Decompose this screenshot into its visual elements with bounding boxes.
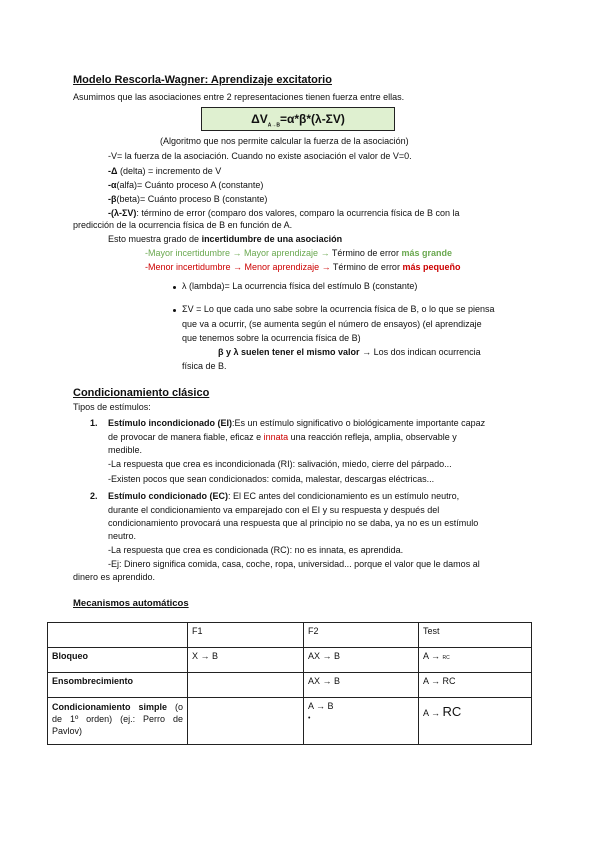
table-cell: A → RC: [419, 648, 532, 673]
dot-mark: •: [308, 715, 311, 722]
ec-line4: neutro.: [108, 531, 137, 541]
row3-label-rest: (o de 1º orden) (ej.: Perro de Pavlov): [52, 702, 183, 736]
ec-response: -La respuesta que crea es condicionada (RC): no es innata, es aprendida.: [108, 545, 404, 555]
table-cell: A → RC: [419, 698, 532, 745]
table-cell: [304, 698, 419, 745]
ei-title: Estímulo incondicionado (EI): [108, 418, 233, 428]
more-error: Término de error: [329, 248, 402, 258]
table-header-cell: Test: [419, 623, 532, 648]
intro-text: Asumimos que las asociaciones entre 2 representaciones tienen fuerza entre ellas.: [73, 92, 405, 102]
ei-line3: medible.: [108, 445, 143, 455]
row3-label-bold: Condicionamiento simple: [52, 702, 167, 712]
ec-title: Estímulo condicionado (EC): [108, 491, 229, 501]
ei-innata: innata: [263, 432, 289, 442]
table-header-cell: [48, 623, 188, 648]
def-alpha: [108, 180, 263, 191]
formula-caption: (Algoritmo que nos permite calcular la fuerza de la asociación): [160, 136, 409, 146]
small-rc: RC: [442, 655, 450, 661]
bullet-sigma-line3: que tenemos sobre la ocurrencia física de B): [182, 333, 361, 343]
ei-line1: [108, 418, 485, 429]
table-cell: X → B: [188, 648, 304, 673]
section-title-rescorla-wagner: Modelo Rescorla-Wagner: Aprendizaje excitatorio: [73, 74, 332, 86]
table-row: [48, 648, 532, 673]
mechanisms-table: [47, 622, 532, 745]
def-error: [108, 208, 460, 219]
def-error-cont: predicción de la ocurrencia física de B en función de A.: [73, 220, 293, 230]
table-cell: AX → B: [304, 673, 419, 698]
formula-box: [201, 107, 395, 131]
big-rc: RC: [442, 704, 462, 719]
def-v: -V= la fuerza de la asociación. Cuando no existe asociación el valor de V=0.: [108, 151, 412, 161]
table-row: [48, 698, 532, 745]
table-cell: Bloqueo: [48, 648, 188, 673]
types-label: Tipos de estímulos:: [73, 402, 151, 412]
table-header-cell: F1: [188, 623, 304, 648]
list-num-1: 1.: [90, 418, 98, 428]
bullet-sigma-line4: [218, 347, 481, 358]
ei-line2: [108, 432, 457, 443]
table-cell: Ensombrecimiento: [48, 673, 188, 698]
bullet-sigma-line5: física de B.: [182, 361, 227, 371]
beta-lambda-note: β y λ suelen tener el mismo valor: [218, 347, 360, 357]
ei-response: -La respuesta que crea es incondicionada (RI): salivación, miedo, cierre del párpado...: [108, 459, 452, 469]
list-num-2: 2.: [90, 491, 98, 501]
def-error-text: : término de error (comparo dos valores, comparo la ocurrencia física de B con la: [136, 208, 460, 218]
table-cell: AX → B: [304, 648, 419, 673]
def-alpha-symbol: -α: [108, 180, 117, 190]
grade-bold: incertidumbre de una asociación: [201, 234, 343, 244]
table-cell: [48, 698, 188, 745]
less-uncertainty: -Menor incertidumbre → Menor aprendizaje →: [145, 262, 331, 272]
ec-line2: durante el condicionamiento va emparejado con el EI y su respuesta y después del: [108, 505, 440, 515]
formula-subscript: A→B: [267, 122, 280, 129]
table-row: [48, 673, 532, 698]
formula-rest: =α*β*(λ-ΣV): [279, 112, 345, 126]
ec-example-line1: -Ej: Dinero significa comida, casa, coche, ropa, universidad... porque el valor que le damos al: [108, 559, 480, 569]
table-header-cell: F2: [304, 623, 419, 648]
ec-example-line2: dinero es aprendido.: [73, 572, 156, 582]
grade-line: [108, 234, 342, 245]
less-uncertainty-line: [145, 262, 460, 273]
section-title-mecanismos: Mecanismos automáticos: [73, 598, 189, 609]
table-header-row: [48, 623, 532, 648]
bullet-sigma-line2: que va a ocurrir, (se aumenta según el número de ensayos) (el aprendizaje: [182, 319, 482, 329]
def-delta-text: (delta) = incremento de V: [117, 166, 222, 176]
def-alpha-text: (alfa)= Cuánto proceso A (constante): [116, 180, 264, 190]
beta-lambda-rest: → Los dos indican ocurrencia: [359, 347, 481, 357]
def-beta-text: (beta)= Cuánto proceso B (constante): [116, 194, 268, 204]
section-title-condicionamiento: Condicionamiento clásico: [73, 387, 210, 399]
table-cell: A → RC: [419, 673, 532, 698]
def-beta-symbol: -β: [108, 194, 117, 204]
table-cell: [188, 698, 304, 745]
ec-line3: condicionamiento provocará una respuesta que al principio no se daba, ya no es un estímulo: [108, 518, 479, 528]
def-delta: [108, 166, 221, 177]
formula-delta-v: ΔV: [251, 112, 268, 126]
grade-pre: Esto muestra grado de: [108, 234, 202, 244]
row3-f2: A → B: [308, 701, 334, 711]
ei-text1: :Es un estímulo significativo o biológicamente importante capaz: [232, 418, 486, 428]
more-result: más grande: [401, 248, 452, 258]
def-beta: [108, 194, 267, 205]
ei-few: -Existen pocos que sean condicionados: comida, malestar, descargas eléctricas...: [108, 474, 435, 484]
less-result: más pequeño: [402, 262, 461, 272]
def-error-symbol: -(λ-ΣV): [108, 208, 137, 218]
bullet-dot: [173, 309, 176, 312]
more-uncertainty-line: [145, 248, 452, 259]
bullet-dot: [173, 286, 176, 289]
ei-text2b: una reacción refleja, amplia, observable y: [288, 432, 457, 442]
bullet-lambda: λ (lambda)= La ocurrencia física del estímulo B (constante): [182, 281, 418, 291]
ei-text2a: de provocar de manera fiable, eficaz e: [108, 432, 264, 442]
ec-line1: [108, 491, 459, 502]
table-cell: [188, 673, 304, 698]
bullet-sigma-line1: ΣV = Lo que cada uno sabe sobre la ocurrencia física de B, o lo que se piensa: [182, 304, 495, 314]
ec-text1: : El EC antes del condicionamiento es un estímulo neutro,: [228, 491, 460, 501]
more-uncertainty: -Mayor incertidumbre → Mayor aprendizaje →: [145, 248, 330, 258]
def-delta-symbol: -Δ: [108, 166, 118, 176]
less-error: Término de error: [330, 262, 403, 272]
